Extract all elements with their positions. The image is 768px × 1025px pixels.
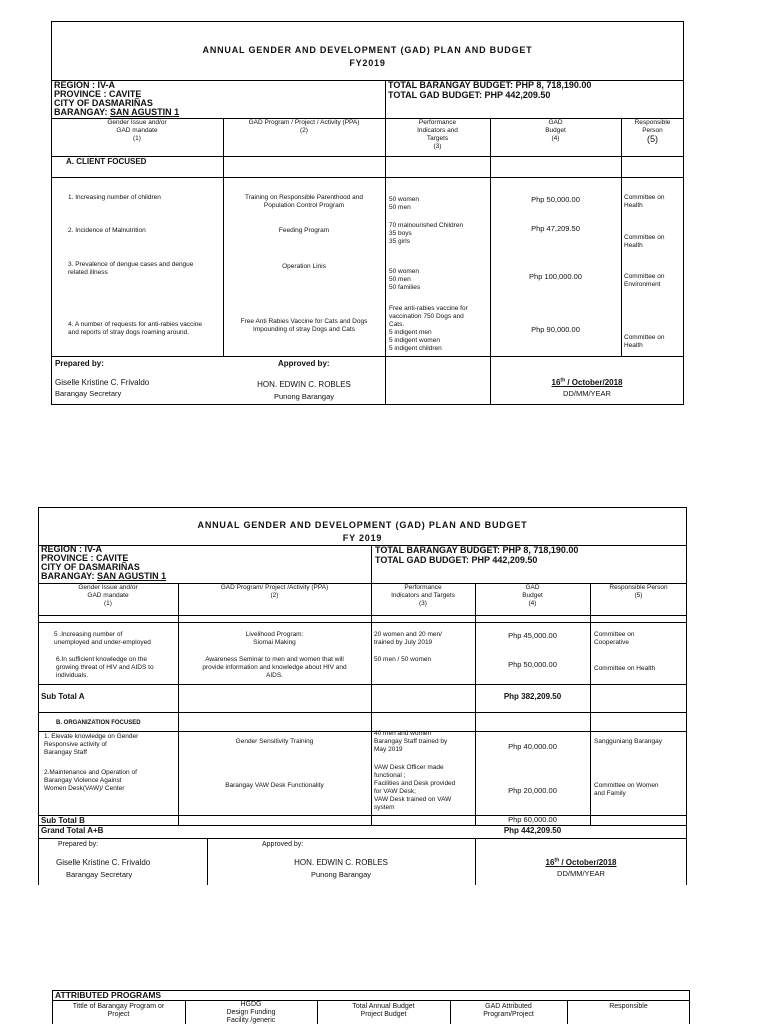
doc2-row5-ppa: Livelihood Program: Siomai Making (245, 631, 304, 646)
doc1-section-a: A. CLIENT FOCUSED (66, 157, 147, 166)
doc1-preparer-name: Giselle Kristine C. Frivaldo (55, 378, 150, 387)
doc1-row4-targets: Free anti-rabies vaccine for vaccination 750 Dogs and Cats. 5 indigent men 5 indigent women 5 indigent children (389, 305, 468, 352)
doc1-approver-name: HON. EDWIN C. ROBLES (257, 380, 351, 389)
doc2-rowb1-issue: 1. Elevate knowledge on Gender Responsive activity of Barangay Staff (44, 733, 139, 756)
doc2-approver-name: HON. EDWIN C. ROBLES (294, 858, 388, 867)
doc2-rowb2-ppa: Barangay VAW Desk Functionality (225, 782, 324, 789)
doc1-row4-budget: Php 90,000.00 (531, 325, 580, 334)
doc1-col-ppa: GAD Program / Project / Activity (PPA) (2) (248, 119, 360, 134)
doc1-province: PROVINCE : CAVITE (54, 89, 142, 99)
doc1-row1-ppa: Training on Responsible Parenthood and Population Control Program (245, 194, 363, 209)
doc1-row3-ppa: Operation Linis (282, 263, 326, 270)
doc2-row6-issue: 6.In sufficient knowledge on the growing threat of HIV and AIDS to individuals. (56, 656, 154, 679)
doc2-barangay: BARANGAY: SAN AGUSTIN 1 (41, 571, 167, 581)
doc1-row1-issue: 1. Increasing number of children (68, 194, 161, 201)
doc1-approved-by: Approved by: (278, 359, 330, 368)
doc1-row1-budget: Php 50,000.00 (531, 195, 580, 204)
doc1-row3-budget: Php 100,000.00 (529, 272, 582, 281)
doc1-region: REGION : IV-A (54, 80, 116, 90)
doc2-date-format: DD/MM/YEAR (557, 869, 605, 878)
doc2-row6-ppa: Awareness Seminar to men and women that will provide information and knowledge about HIV and AIDS. (202, 656, 347, 679)
doc2-rowb1-ppa: Gender Sensitivity Training (235, 738, 314, 745)
doc2-row5-person: Committee on Cooperative (594, 631, 635, 646)
doc1-row4-issue: 4. A number of requests for anti-rabies vaccine and reports of stray dogs roaming around. (68, 321, 203, 336)
doc2-row5-issue: 5 .Increasing number of unemployed and under-employed (54, 631, 151, 646)
doc2-title-line1: ANNUAL GENDER AND DEVELOPMENT (GAD) PLAN AND BUDGET (197, 520, 528, 530)
doc1-row2-targets: 70 malnourished Children 35 boys 35 girls (389, 222, 464, 245)
doc1-row4-ppa: Free Anti Rabies Vaccine for Cats and Dogs Impounding of stray Dogs and Cats (240, 318, 368, 333)
doc2-rowb2-issue: 2.Maintenance and Operation of Barangay Violence Against Women Desk(VAW)/ Center (44, 769, 137, 792)
document-1-border (51, 21, 684, 405)
doc2-col-gender-issue: Gender Issue and/or GAD mandate (1) (78, 584, 138, 607)
doc1-city: CITY OF DASMARIÑAS (54, 98, 153, 108)
doc1-title-line2: FY2019 (349, 58, 386, 68)
doc3-col-responsible: Responsible (609, 1003, 648, 1010)
doc2-prepared-by: Prepared by: (58, 841, 99, 848)
doc1-col-budget: GAD Budget (4) (545, 119, 566, 142)
doc2-subtotal-a-value: Php 382,209.50 (503, 692, 562, 701)
doc2-title-line2: FY 2019 (342, 533, 383, 543)
doc3-col-title: Tittle of Barangay Program or Project (72, 1003, 165, 1018)
doc2-grand-total-label: Grand Total A+B (41, 826, 104, 835)
doc1-date: 16th / October/2018 (551, 377, 623, 387)
doc2-region: REGION : IV-A (41, 544, 103, 554)
doc1-col-responsible-number: (5) (647, 134, 658, 144)
doc2-province: PROVINCE : CAVITE (41, 553, 129, 563)
doc2-col-ppa: GAD Program/ Project /Activity (PPA) (2) (220, 584, 329, 599)
doc1-barangay: BARANGAY: SAN AGUSTIN 1 (54, 107, 180, 117)
doc1-date-format: DD/MM/YEAR (563, 389, 611, 398)
doc2-subtotal-b-value: Php 60,000.00 (508, 815, 557, 824)
doc2-rowb2-budget: Php 20,000.00 (508, 786, 557, 795)
doc1-row3-person: Committee on Environment (624, 273, 665, 288)
doc1-row1-targets: 50 women 50 men (389, 196, 419, 211)
doc3-col-total-budget: Total Annual Budget Project Budget (352, 1003, 415, 1018)
doc2-col-budget: GAD Budget (4) (522, 584, 543, 607)
doc1-row3-targets: 50 women 50 men 50 families (389, 268, 421, 291)
doc1-row3-issue: 3. Prevalence of dengue cases and dengue related illness (68, 261, 194, 276)
doc1-row1-person: Committee on Health (624, 194, 665, 209)
doc2-total-barangay-budget: TOTAL BARANGAY BUDGET: PHP 8, 718,190.00 (375, 545, 579, 555)
doc2-city: CITY OF DASMARIÑAS (41, 562, 140, 572)
doc1-preparer-title: Barangay Secretary (55, 389, 122, 398)
doc1-row2-ppa: Feeding Program (278, 227, 330, 234)
doc2-approver-title: Punong Barangay (310, 870, 372, 879)
doc2-preparer-title: Barangay Secretary (66, 870, 133, 879)
doc2-approved-by: Approved by: (262, 841, 304, 848)
doc1-col-indicators: Performance Indicators and Targets (3) (417, 119, 458, 150)
doc2-date: 16th / October/2018 (545, 857, 617, 867)
doc2-row5-targets: 20 women and 20 men/ trained by July 2019 (374, 631, 442, 646)
doc2-preparer-name: Giselle Kristine C. Frivaldo (56, 858, 151, 867)
doc3-col-gad-attributed: GAD Attributed Program/Project (483, 1003, 534, 1018)
doc1-total-gad-budget: TOTAL GAD BUDGET: PHP 442,209.50 (388, 90, 551, 100)
doc3-title: ATTRIBUTED PROGRAMS (55, 990, 162, 1000)
doc2-row5-budget: Php 45,000.00 (508, 631, 557, 640)
doc2-total-gad-budget: TOTAL GAD BUDGET: PHP 442,209.50 (375, 555, 538, 565)
doc2-subtotal-b-label: Sub Total B (41, 816, 85, 825)
doc2-subtotal-a-label: Sub Total A (41, 692, 85, 701)
doc1-col-gender-issue: Gender Issue and/or GAD mandate (1) (107, 119, 167, 142)
doc1-title-line1: ANNUAL GENDER AND DEVELOPMENT (GAD) PLAN AND BUDGET (202, 45, 533, 55)
doc3-col-hgdg: HGDG Design Funding Facility /generic (226, 1001, 276, 1024)
doc1-col-responsible: Responsible Person (634, 119, 671, 134)
doc1-row2-issue: 2. Incidence of Malnutrition (68, 227, 146, 234)
doc1-prepared-by: Prepared by: (55, 359, 104, 368)
doc2-col-indicators: Performance Indicators and Targets (3) (391, 584, 455, 607)
doc2-col-responsible: Responsible Person (5) (609, 584, 668, 599)
doc2-rowb1-targets: 40 men and women Barangay Staff trained by May 2019 (374, 730, 448, 753)
doc2-row6-budget: Php 50,000.00 (508, 660, 557, 669)
doc1-row2-person: Committee on Health (624, 234, 665, 249)
doc1-approver-title: Punong Barangay (273, 392, 335, 401)
doc2-section-b: B. ORGANIZATION FOCUSED (56, 720, 141, 726)
doc1-row4-person: Committee on Health (624, 334, 665, 349)
doc2-rowb2-targets: VAW Desk Officer made functional ; Facilities and Desk provided for VAW Desk; VAW Desk trained on VAW system (374, 764, 456, 811)
doc1-total-barangay-budget: TOTAL BARANGAY BUDGET: PHP 8, 718,190.00 (388, 80, 592, 90)
doc2-row6-targets: 50 men / 50 women (374, 656, 432, 663)
doc2-rowb2-person: Committee on Women and Family (594, 782, 659, 797)
doc2-rowb1-budget: Php 40,000.00 (508, 742, 557, 751)
doc2-grand-total-value: Php 442,209.50 (503, 826, 562, 835)
doc2-row6-person: Committee on Health (594, 665, 656, 672)
doc1-row2-budget: Php 47,209.50 (531, 224, 580, 233)
doc2-rowb1-person: Sangguniang Barangay (594, 738, 662, 745)
